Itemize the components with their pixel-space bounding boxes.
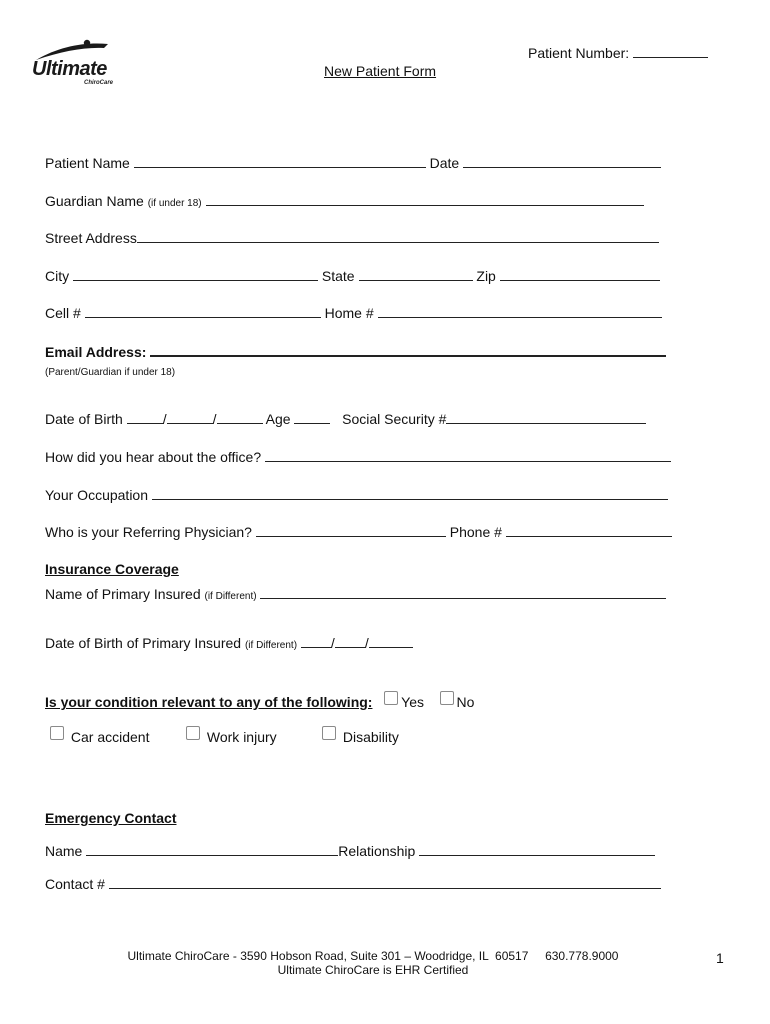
page-number: 1: [716, 950, 724, 966]
primary-dob-year-field[interactable]: [369, 634, 413, 648]
row-emergency-name: [45, 842, 655, 859]
zip-label: Zip: [476, 268, 496, 284]
logo-text: Ultimate: [32, 58, 107, 80]
dob-month-field[interactable]: [127, 410, 163, 424]
phone-field[interactable]: [506, 523, 672, 537]
guardian-name-label: Guardian Name: [45, 193, 144, 209]
zip-field[interactable]: [500, 267, 660, 281]
primary-dob-month-field[interactable]: [301, 634, 331, 648]
row-street-address: [45, 229, 659, 246]
logo: [30, 38, 140, 90]
work-injury-label: Work injury: [206, 729, 277, 745]
hear-field[interactable]: [265, 448, 671, 462]
patient-name-field[interactable]: [134, 154, 426, 168]
hear-label: How did you hear about the office?: [45, 449, 262, 465]
age-label: Age: [265, 411, 291, 427]
relationship-label: Relationship: [338, 843, 416, 859]
ssn-field[interactable]: [446, 410, 646, 424]
row-guardian-name: [45, 192, 644, 209]
occupation-field[interactable]: [152, 486, 668, 500]
dob-label: Date of Birth: [45, 411, 123, 427]
work-injury-checkbox[interactable]: [186, 726, 200, 740]
contact-field[interactable]: [109, 875, 661, 889]
ssn-label: Social Security #: [342, 411, 447, 427]
footer-address: Ultimate ChiroCare - 3590 Hobson Road, Suite 301 – Woodridge, IL 60517 630.778.9000: [127, 949, 619, 963]
row-email: [45, 342, 666, 360]
state-field[interactable]: [359, 267, 473, 281]
row-condition: [45, 694, 474, 710]
physician-label: Who is your Referring Physician?: [45, 524, 252, 540]
state-label: State: [321, 268, 355, 284]
primary-name-note: (if Different): [204, 591, 257, 602]
date-label: Date: [429, 155, 460, 171]
condition-question: Is your condition relevant to any of the following:: [45, 694, 373, 710]
row-primary-name: [45, 585, 666, 602]
yes-label: Yes: [401, 694, 424, 710]
row-physician: [45, 523, 672, 540]
row-primary-dob: Date of Birth of Primary Insured (if Different) / /: [45, 634, 413, 651]
row-occupation: [45, 486, 668, 503]
relationship-field[interactable]: [419, 842, 655, 856]
guardian-note: (if under 18): [147, 198, 202, 209]
email-field[interactable]: [150, 342, 666, 357]
row-dob-age-ssn: Date of Birth / / Age Social Security #: [45, 410, 646, 427]
patient-number: [528, 44, 708, 61]
no-checkbox[interactable]: [440, 691, 454, 705]
option-car-accident[interactable]: [50, 729, 149, 745]
home-label: Home #: [324, 305, 374, 321]
emergency-name-label: Name: [45, 843, 83, 859]
disability-label: Disability: [342, 729, 399, 745]
guardian-name-field[interactable]: [206, 192, 644, 206]
physician-field[interactable]: [256, 523, 446, 537]
emergency-name-field[interactable]: [86, 842, 338, 856]
car-accident-label: Car accident: [70, 729, 150, 745]
dob-year-field[interactable]: [217, 410, 263, 424]
row-phones: [45, 304, 662, 321]
row-emergency-contact: [45, 875, 661, 892]
primary-name-field[interactable]: [260, 585, 666, 599]
car-accident-checkbox[interactable]: [50, 726, 64, 740]
primary-name-label: Name of Primary Insured: [45, 586, 201, 602]
primary-dob-day-field[interactable]: [335, 634, 365, 648]
row-patient-name: [45, 154, 661, 171]
city-field[interactable]: [73, 267, 318, 281]
city-label: City: [45, 268, 70, 284]
dob-day-field[interactable]: [167, 410, 213, 424]
street-address-field[interactable]: [137, 229, 659, 243]
emergency-heading: Emergency Contact: [45, 810, 177, 826]
cell-field[interactable]: [85, 304, 321, 318]
page-title: New Patient Form: [324, 63, 437, 79]
patient-number-field[interactable]: [633, 44, 708, 58]
patient-name-label: Patient Name: [45, 155, 130, 171]
cell-label: Cell #: [45, 305, 81, 321]
age-field[interactable]: [294, 410, 330, 424]
email-note: (Parent/Guardian if under 18): [45, 367, 176, 378]
street-address-label: Street Address: [45, 230, 137, 246]
date-field[interactable]: [463, 154, 661, 168]
email-label: Email Address:: [45, 344, 147, 360]
option-work-injury[interactable]: [186, 729, 277, 745]
yes-checkbox[interactable]: [384, 691, 398, 705]
phone-label: Phone #: [449, 524, 502, 540]
contact-label: Contact #: [45, 876, 105, 892]
primary-dob-note: (if Different): [244, 640, 298, 651]
occupation-label: Your Occupation: [45, 487, 148, 503]
option-disability[interactable]: [322, 729, 399, 745]
no-label: No: [456, 694, 475, 710]
disability-checkbox[interactable]: [322, 726, 336, 740]
row-hear: [45, 448, 671, 465]
patient-number-label: Patient Number:: [528, 45, 630, 61]
logo-subtext: ChiroCare: [84, 80, 114, 86]
home-field[interactable]: [378, 304, 662, 318]
primary-dob-label: Date of Birth of Primary Insured: [45, 635, 242, 651]
footer-ehr: Ultimate ChiroCare is EHR Certified: [277, 963, 469, 977]
row-city-state-zip: [45, 267, 660, 284]
insurance-heading: Insurance Coverage: [45, 561, 179, 577]
